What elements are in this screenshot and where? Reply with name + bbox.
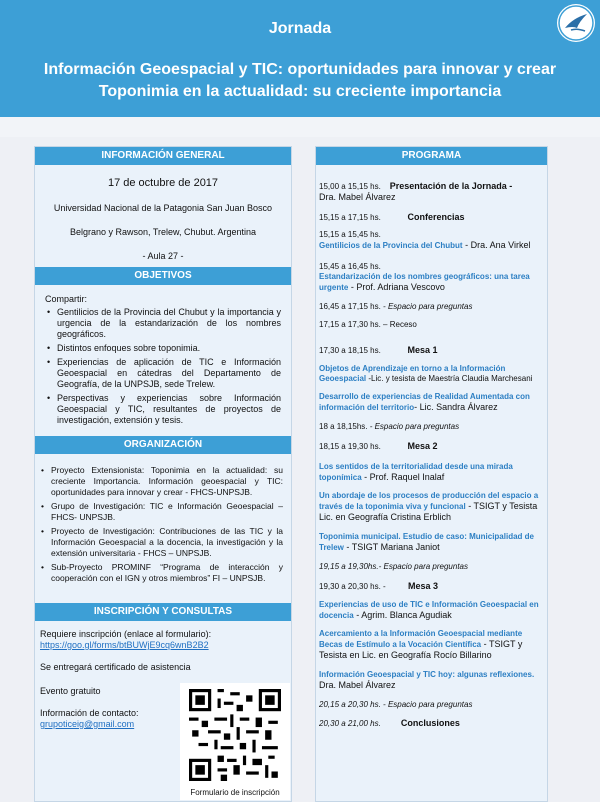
program-row: 17,30 a 18,15 hs. Mesa 1 bbox=[319, 345, 438, 355]
address: Belgrano y Rawson, Trelew, Chubut. Argentina bbox=[69, 227, 257, 237]
program-row: 18 a 18,15hs. - Espacio para preguntas bbox=[319, 422, 460, 431]
header-banner bbox=[0, 0, 600, 117]
program-row: Objetos de Aprendizaje en torno a la Información Geoespacial -Lic. y tesista de Maestría Claudia Marchesani bbox=[319, 364, 533, 383]
contact-label: Información de contacto: bbox=[40, 708, 139, 718]
title-line-2: Toponimia en la actualidad: su creciente importancia bbox=[98, 83, 502, 100]
program-row: Desarrollo de experiencias de Realidad Aumentada con información del territorio- Lic. Sandra Álvarez bbox=[319, 392, 530, 412]
program-row: 17,15 a 17,30 hs. – Receso bbox=[319, 320, 417, 329]
program-row: Toponimia municipal. Estudio de caso: Municipalidad de Trelew - TSIGT Mariana Janiot bbox=[319, 532, 534, 552]
organizacion-list bbox=[39, 465, 283, 587]
certificate-note: Se entregará certificado de asistencia bbox=[40, 662, 191, 672]
objetivos-list bbox=[45, 307, 281, 429]
objetivos-intro: Compartir: bbox=[45, 294, 88, 304]
inscripcion-heading: INSCRIPCIÓN Y CONSULTAS bbox=[35, 603, 291, 621]
institution: Universidad Nacional de la Patagonia San Juan Bosco bbox=[53, 203, 273, 213]
list-item: • Gentilicios de la Provincia del Chubut y la importancia y urgencia de la estandarización de los nombres geográficos. bbox=[45, 307, 281, 340]
list-item: • Proyecto de Investigación: Contribuciones de las TIC y la Información Geoespacial a la docencia, la investigación y la extensión universitaria - FHCS – UNPSJB. bbox=[39, 526, 283, 559]
contact-email[interactable]: grupoticeig@gmail.com bbox=[40, 719, 135, 729]
general-heading: INFORMACIÓN GENERAL bbox=[35, 147, 291, 165]
list-item: • Experiencias de aplicación de TIC e Información Geoespacial en cátedras del Departamento de Geografía, de la UNPSJB, sede Trelew. bbox=[45, 357, 281, 390]
program-row: 20,15 a 20,30 hs. - Espacio para preguntas bbox=[319, 700, 473, 709]
event-date: 17 de octubre de 2017 bbox=[107, 177, 219, 189]
list-item: • Perspectivas y experiencias sobre Información Geoespacial y TIC, resultantes de proyectos de investigación, extensión y tesis. bbox=[45, 393, 281, 426]
program-row: 20,30 a 21,00 hs. Conclusiones bbox=[319, 718, 460, 728]
qr-code-icon bbox=[189, 689, 281, 781]
program-row: 15,15 a 15,45 hs. Gentilicios de la Provincia del Chubut - Dra. Ana Virkel bbox=[319, 230, 531, 250]
header-band bbox=[0, 117, 600, 137]
program-row: 15,00 a 15,15 hs. Presentación de la Jornada - Dra. Mabel Álvarez bbox=[319, 181, 513, 202]
program-row: 15,45 a 16,45 hs. Estandarización de los nombres geográficos: una tarea urgente - Prof. Adriana Vescovo bbox=[319, 262, 530, 292]
bird-logo-icon bbox=[557, 4, 595, 42]
room: - Aula 27 - bbox=[142, 251, 184, 261]
program-row: Experiencias de uso de TIC e Información Geoespacial en docencia - Agrim. Blanca Agudiak bbox=[319, 600, 539, 620]
list-item: • Grupo de Investigación: TIC e Información Geoespacial – FHCS- UNPSJB. bbox=[39, 501, 283, 523]
program-row: Acercamiento a la Información Geoespacial mediante Becas de Estímulo a la Vocación Científica - TSIGT y Tesista en Lic. en Geografía Rocío Billarino bbox=[319, 629, 523, 660]
program-row: 15,15 a 17,15 hs. Conferencias bbox=[319, 212, 465, 222]
program-row: 16,45 a 17,15 hs. - Espacio para preguntas bbox=[319, 302, 473, 311]
organizacion-heading: ORGANIZACIÓN bbox=[35, 436, 291, 454]
program-row: Un abordaje de los procesos de producción del espacio a través de la toponimia viva y funcional - TSIGT y Tesista Lic. en Geografía Cristina Erblich bbox=[319, 491, 539, 522]
program-row: 19,30 a 20,30 hs. - Mesa 3 bbox=[319, 581, 438, 591]
free-note: Evento gratuito bbox=[40, 686, 101, 696]
list-item: • Proyecto Extensionista: Toponimia en la actualidad: su creciente Importancia. Información geoespacial y TIC: oportunidades para innovar y crear - FHCS-UNPSJB. bbox=[39, 465, 283, 498]
program-row: Los sentidos de la territorialidad desde una mirada toponímica - Prof. Raquel Inalaf bbox=[319, 462, 513, 482]
program-row: Información Geoespacial y TIC hoy: algunas reflexiones. Dra. Mabel Álvarez bbox=[319, 670, 535, 690]
inscripcion-requires: Requiere inscripción (enlace al formulario): bbox=[40, 629, 212, 639]
form-link[interactable]: https://goo.gl/forms/btBUWjE9cq6wnB2B2 bbox=[40, 640, 209, 650]
event-kicker: Jornada bbox=[268, 20, 332, 37]
qr-code-box[interactable] bbox=[180, 683, 290, 800]
list-item: • Sub-Proyecto PROMINF “Programa de interacción y cooperación con el IGN y otros miembros” FI – UNPSJB. bbox=[39, 562, 283, 584]
programa-heading: PROGRAMA bbox=[316, 147, 547, 165]
title-line-1: Información Geoespacial y TIC: oportunidades para innovar y crear bbox=[43, 61, 557, 78]
list-item: • Distintos enfoques sobre toponimia. bbox=[45, 343, 281, 354]
qr-caption: Formulario de inscripción bbox=[190, 788, 280, 797]
program-row: 19,15 a 19,30hs.- Espacio para preguntas bbox=[319, 562, 468, 571]
objetivos-heading: OBJETIVOS bbox=[35, 267, 291, 285]
program-row: 18,15 a 19,30 hs. Mesa 2 bbox=[319, 441, 438, 451]
